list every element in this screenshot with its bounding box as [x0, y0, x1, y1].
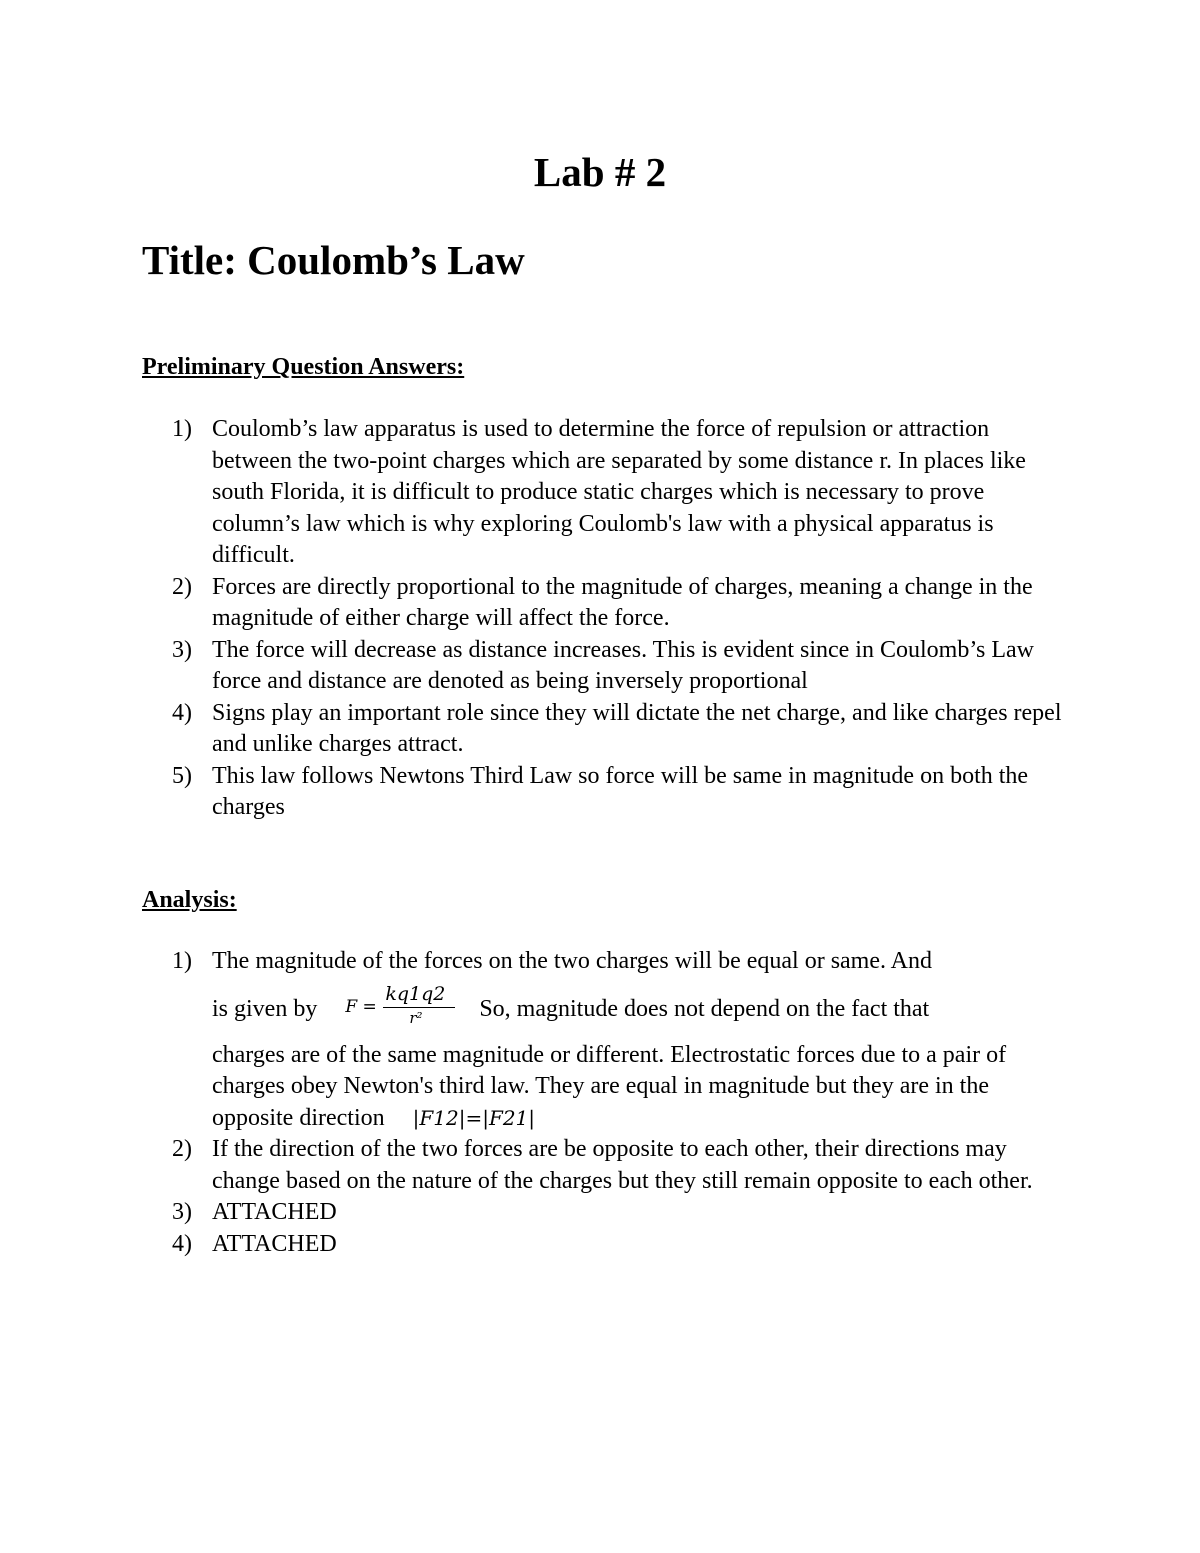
coulomb-formula: [345, 982, 455, 1035]
item-text: If the direction of the two forces are be opposite to each other, their directions may change based on the nature of the charges but they still remain opposite to each other.: [212, 1136, 1033, 1194]
item-number: 4): [172, 1230, 192, 1257]
list-item: [0, 946, 1200, 1134]
list-item: [0, 635, 1200, 698]
formula-line: [212, 978, 1070, 1040]
formula-suffix: So, magnitude does not depend on the fact that: [479, 995, 930, 1022]
fraction-bar: [383, 1007, 455, 1008]
item-text: The force will decrease as distance increases. This is evident since in Coulomb’s Law force and distance are denoted as being inversely proportional: [212, 636, 1034, 694]
item-text: ATTACHED: [212, 1199, 337, 1225]
list-item: [0, 1229, 1200, 1261]
item-text: Forces are directly proportional to the magnitude of charges, meaning a change in the magnitude of either charge will affect the force.: [212, 573, 1033, 631]
item-text: Coulomb’s law apparatus is used to determine the force of repulsion or attraction between the two-point charges which are separated by some distance r. In places like south Florida, it is difficult to produce static charges which is necessary to prove column’s law which is why exploring Coulomb's law with a physical apparatus is difficult.: [212, 416, 1026, 568]
formula-denominator: r²: [409, 1008, 423, 1027]
item-number: 3): [172, 1199, 192, 1225]
list-item: [0, 1134, 1200, 1197]
item-text: charges are of the same magnitude or different. Electrostatic forces due to a pair of charges obey Newton's third law. They are equal in magnitude but they are in the opposite direction: [212, 1041, 1007, 1131]
analysis-answer-list: [0, 946, 1200, 1260]
formula-prefix: is given by: [212, 995, 318, 1022]
list-item: [0, 761, 1200, 824]
item-number: 4): [172, 699, 192, 726]
list-item: [0, 572, 1200, 635]
item-text: This law follows Newtons Third Law so force will be same in magnitude on both the charges: [212, 762, 1029, 820]
formula-lhs: F =: [345, 996, 377, 1017]
item-number: 2): [172, 1136, 192, 1162]
force-magnitude-equation: |F12|=|F21|: [412, 1105, 536, 1130]
lab-number-heading: Lab # 2: [533, 149, 667, 195]
preliminary-answer-list: [0, 414, 1200, 824]
item-number: 5): [172, 762, 192, 789]
item-text: ATTACHED: [212, 1230, 337, 1257]
list-item: [0, 1197, 1200, 1229]
item-number: 3): [172, 636, 192, 663]
item-text: Signs play an important role since they will dictate the net charge, and like charges repel and unlike charges attract.: [212, 699, 1062, 757]
item-number: 2): [172, 573, 192, 600]
item-number: 1): [172, 948, 192, 974]
analysis-heading: Analysis:: [142, 887, 237, 913]
document-title: Title: Coulomb’s Law: [142, 237, 525, 283]
formula-numerator: kq1q2: [385, 982, 446, 1005]
list-item: [0, 698, 1200, 761]
list-item: [0, 414, 1200, 572]
preliminary-heading: Preliminary Question Answers:: [142, 354, 465, 380]
item-text: The magnitude of the forces on the two charges will be equal or same. And: [212, 948, 933, 974]
item-number: 1): [172, 416, 192, 442]
